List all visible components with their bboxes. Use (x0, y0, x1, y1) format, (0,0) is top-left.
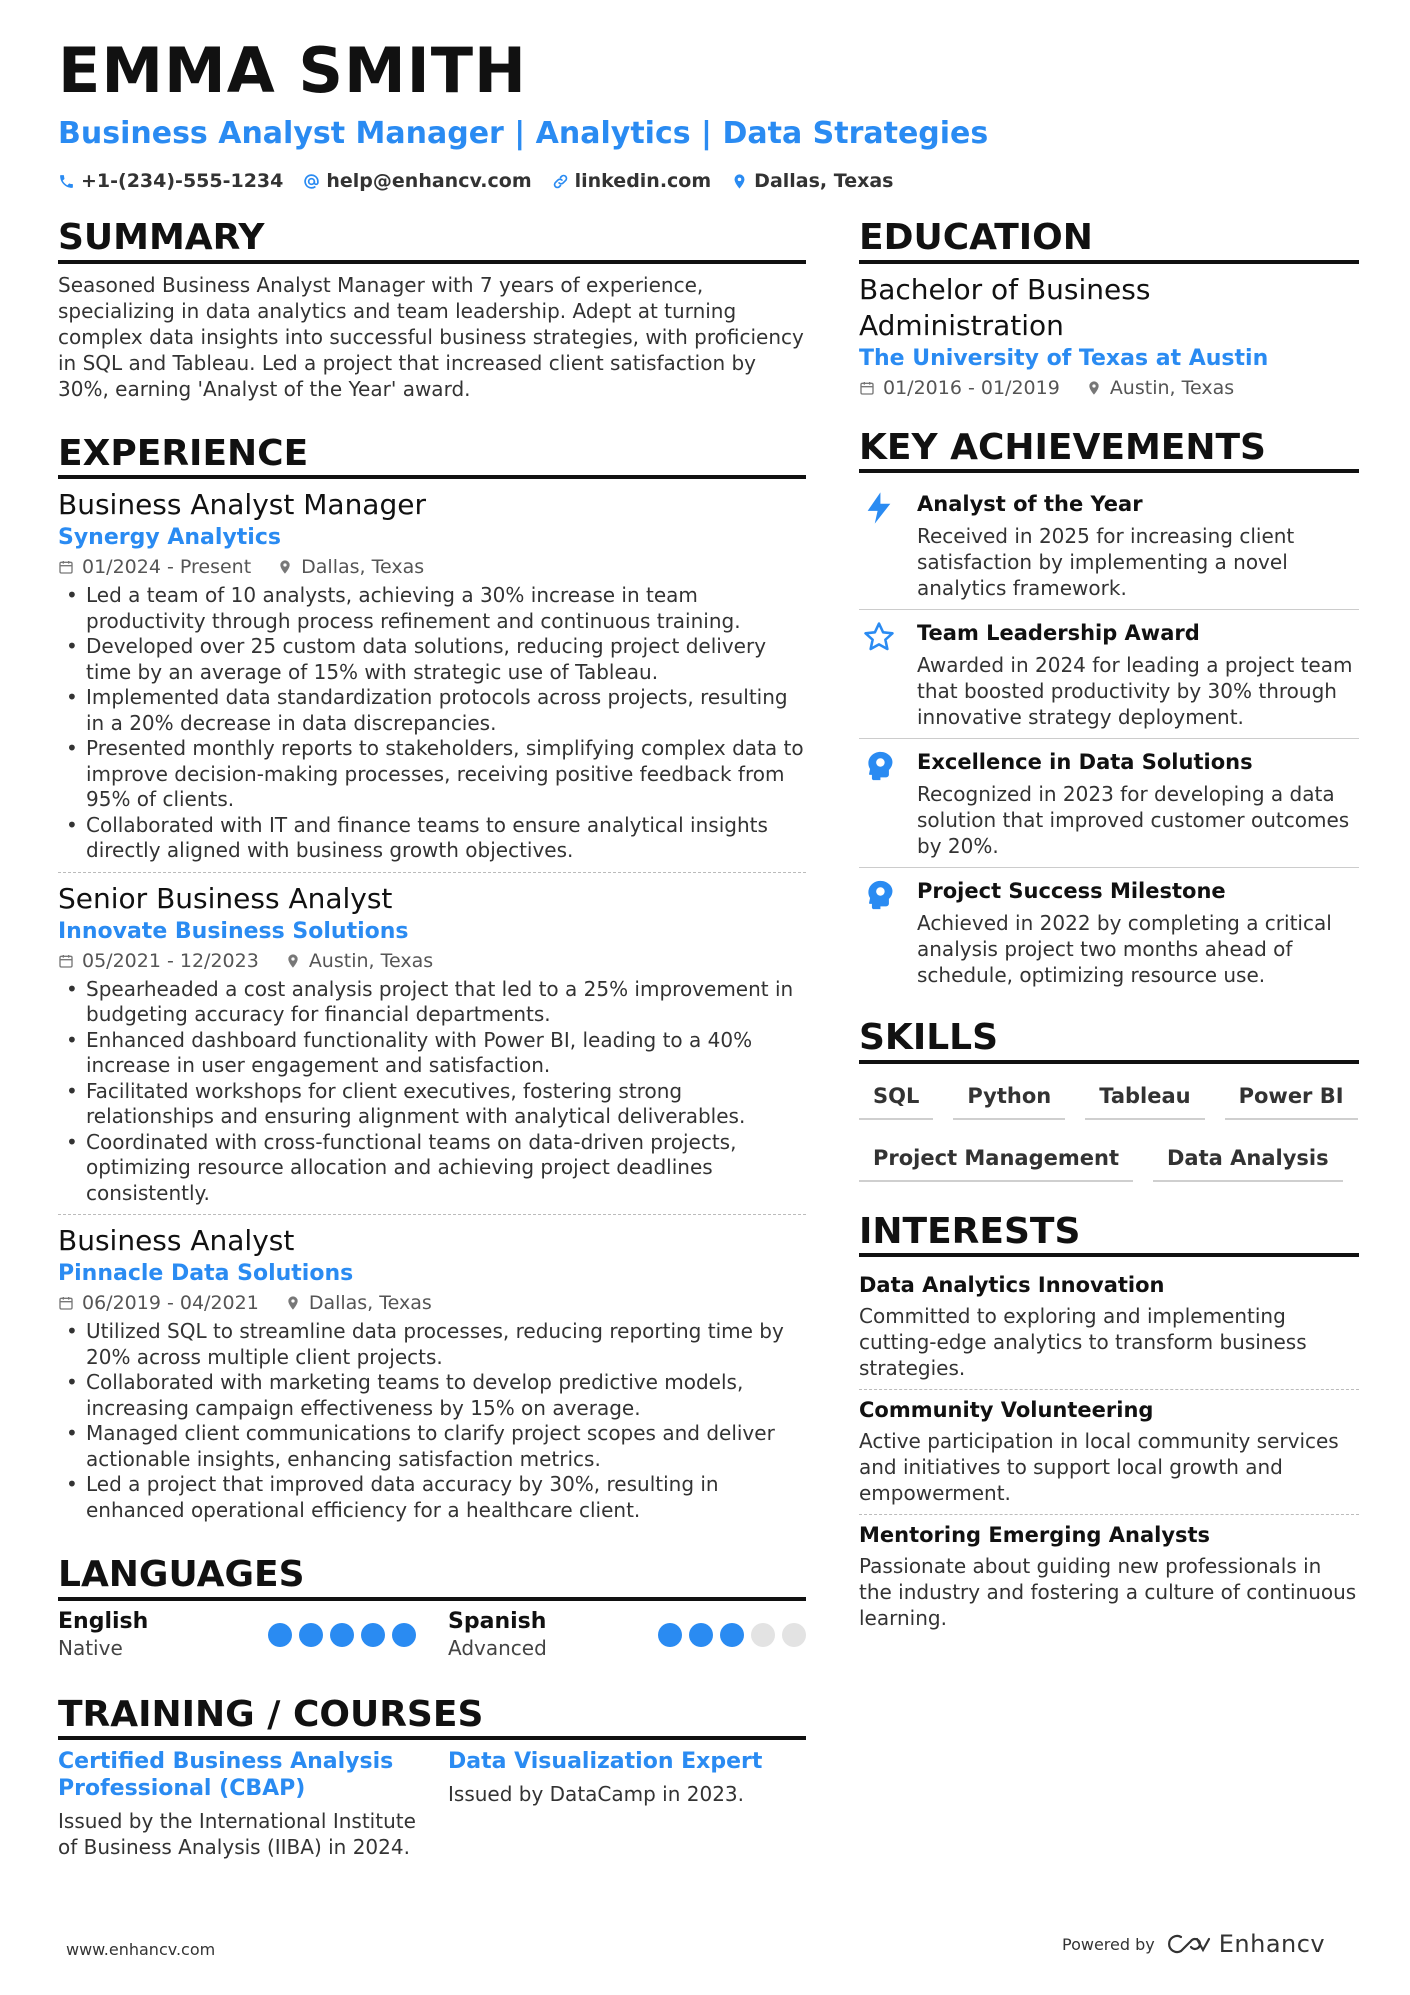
skill-tag: SQL (859, 1080, 933, 1120)
location-text: Dallas, Texas (754, 170, 894, 192)
interest-desc: Committed to exploring and implementing cutting-edge analytics to transform business strategies. (859, 1304, 1307, 1381)
rating-dot (330, 1623, 354, 1647)
job-location-text: Dallas, Texas (308, 1292, 432, 1315)
education-meta (859, 374, 1359, 402)
language-level: Native (58, 1635, 123, 1660)
job-title: Senior Business Analyst (58, 881, 393, 915)
location-pin-icon (1086, 380, 1102, 396)
calendar-icon (58, 1295, 74, 1311)
language-level: Advanced (448, 1635, 547, 1660)
job-location-text: Austin, Texas (308, 949, 434, 972)
education-heading: EDUCATION (859, 218, 1359, 264)
achievement-item (859, 481, 1359, 610)
job-dates (58, 947, 259, 975)
star-icon (859, 618, 899, 730)
interest-item (859, 1515, 1359, 1639)
interest-title: Community Volunteering (859, 1398, 1154, 1423)
education-location (1086, 374, 1234, 402)
job-location (277, 553, 424, 581)
job-entry (58, 881, 806, 1216)
achievement-item (859, 868, 1359, 996)
job-dates (58, 1289, 259, 1317)
achievement-item (859, 739, 1359, 868)
at-icon (303, 173, 320, 190)
language-item (58, 1609, 416, 1661)
interests-section (859, 1212, 1359, 1640)
company-name[interactable]: Synergy Analytics (58, 525, 281, 551)
course-title: Certified Business Analysis Professional (CBAP) (58, 1749, 394, 1802)
achievement-desc: Achieved in 2022 by completing a critical analysis project two months ahead of schedule, optimizing resource use. (917, 911, 1332, 988)
rating-dot (392, 1623, 416, 1647)
achievements-section (859, 428, 1359, 997)
language-info (58, 1609, 148, 1661)
calendar-icon (58, 559, 74, 575)
jobs-list (58, 487, 806, 1531)
job-dates (58, 553, 251, 581)
achievement-body (917, 876, 1359, 988)
achievement-title: Project Success Milestone (917, 879, 1226, 904)
education-dates (859, 374, 1060, 402)
enhancv-logo-icon (1167, 1933, 1213, 1955)
job-location (285, 1289, 432, 1317)
head-icon (859, 876, 899, 988)
job-bullets (58, 977, 806, 1207)
interest-item (859, 1390, 1359, 1515)
job-location-text: Dallas, Texas (301, 556, 425, 579)
languages-list (58, 1609, 806, 1661)
course-item (58, 1748, 416, 1860)
courses-list (58, 1748, 806, 1860)
footer-branding (1062, 1930, 1325, 1958)
job-meta (58, 553, 806, 581)
lightning-icon (859, 489, 899, 601)
course-desc: Issued by DataCamp in 2023. (448, 1782, 745, 1807)
summary-text: Seasoned Business Analyst Manager with 7 years of experience, specializing in data analytics and team leadership. Adept at turning complex data insights into successful business strategies, with proficiency in SQL and Tableau. Led a project that increased client satisfaction by 30%, earning 'Analyst of the Year' award. (58, 272, 804, 401)
phone-icon (58, 173, 75, 190)
interest-title: Data Analytics Innovation (859, 1273, 1165, 1298)
job-location (285, 947, 433, 975)
skill-tag: Tableau (1085, 1080, 1204, 1120)
achievement-title: Analyst of the Year (917, 492, 1143, 517)
powered-by-label: Powered by (1062, 1934, 1155, 1954)
bullet-item: • Facilitated workshops for client executives, fostering strong relationships and ensuring alignment with analytical deliverables. (58, 1079, 806, 1130)
job-dates-text: 01/2024 - Present (82, 556, 252, 579)
rating-dot (720, 1623, 744, 1647)
language-info (448, 1609, 547, 1661)
company-name[interactable]: Innovate Business Solutions (58, 918, 409, 944)
bullet-item: • Developed over 25 custom data solutions, reducing project delivery time by an average of 15% with strategic use of Tableau. (58, 634, 806, 685)
bullet-item: • Spearheaded a cost analysis project that led to a 25% improvement in budgeting accuracy for financial departments. (58, 977, 806, 1028)
location-pin-icon (285, 953, 301, 969)
enhancv-logo[interactable] (1167, 1930, 1325, 1958)
achievement-body (917, 747, 1359, 859)
link-icon (552, 173, 569, 190)
location-pin-icon (277, 559, 293, 575)
interests-list (859, 1265, 1359, 1639)
rating-dot (299, 1623, 323, 1647)
job-entry (58, 487, 806, 873)
email-text: help@enhancv.com (326, 170, 532, 192)
interest-desc: Passionate about guiding new professionals in the industry and fostering a culture of continuous learning. (859, 1554, 1357, 1631)
education-section (859, 218, 1359, 402)
rating-dot (658, 1623, 682, 1647)
achievement-body (917, 489, 1359, 601)
company-name[interactable]: Pinnacle Data Solutions (58, 1261, 354, 1287)
contact-location (731, 170, 893, 192)
right-column (859, 218, 1359, 1639)
skill-tag: Project Management (859, 1142, 1133, 1182)
languages-section (58, 1555, 806, 1661)
job-dates-text: 06/2019 - 04/2021 (82, 1292, 259, 1315)
rating-dot (689, 1623, 713, 1647)
training-section (58, 1695, 806, 1861)
rating-dot (751, 1623, 775, 1647)
bullet-item: • Coordinated with cross-functional teams on data-driven projects, optimizing resource allocation and achieving project deadlines consistently. (58, 1130, 806, 1207)
contact-email[interactable] (303, 170, 531, 192)
achievement-body (917, 618, 1359, 730)
bullet-item: • Collaborated with marketing teams to develop predictive models, increasing campaign effectiveness by 15% on average. (58, 1370, 806, 1421)
calendar-icon (859, 380, 875, 396)
bullet-item: • Implemented data standardization protocols across projects, resulting in a 20% decrease in data discrepancies. (58, 685, 806, 736)
job-entry (58, 1223, 806, 1531)
achievements-heading: KEY ACHIEVEMENTS (859, 428, 1359, 474)
head-icon (859, 747, 899, 859)
location-pin-icon (285, 1295, 301, 1311)
experience-heading: EXPERIENCE (58, 434, 806, 480)
job-meta (58, 947, 806, 975)
bullet-item: • Led a team of 10 analysts, achieving a 30% increase in team productivity through process refinement and continuous training. (58, 583, 806, 634)
achievement-desc: Awarded in 2024 for leading a project team that boosted productivity by 30% through innovative strategy deployment. (917, 653, 1353, 730)
achievement-desc: Recognized in 2023 for developing a data solution that improved customer outcomes by 20%. (917, 782, 1350, 859)
course-title: Data Visualization Expert (448, 1749, 763, 1775)
education-location-text: Austin, Texas (1109, 376, 1235, 399)
language-rating (658, 1623, 806, 1647)
job-bullets (58, 1319, 806, 1523)
language-rating (268, 1623, 416, 1647)
education-dates-text: 01/2016 - 01/2019 (883, 376, 1060, 399)
contact-linkedin[interactable] (552, 170, 712, 192)
job-dates-text: 05/2021 - 12/2023 (82, 949, 259, 972)
linkedin-text: linkedin.com (574, 170, 712, 192)
calendar-icon (58, 953, 74, 969)
bullet-item: • Collaborated with IT and finance teams to ensure analytical insights directly aligned with business growth objectives. (58, 813, 806, 864)
experience-section (58, 434, 806, 1532)
contact-phone[interactable] (58, 170, 283, 192)
languages-heading: LANGUAGES (58, 1555, 806, 1601)
course-desc: Issued by the International Institute of Business Analysis (IIBA) in 2024. (58, 1809, 416, 1860)
skill-tag: Power BI (1225, 1080, 1358, 1120)
summary-heading: SUMMARY (58, 218, 806, 264)
skills-list (859, 1072, 1359, 1182)
interest-title: Mentoring Emerging Analysts (859, 1523, 1211, 1548)
rating-dot (268, 1623, 292, 1647)
achievement-desc: Received in 2025 for increasing client satisfaction by implementing a novel analytics framework. (917, 524, 1295, 601)
contact-bar (58, 170, 893, 192)
summary-section (58, 218, 806, 402)
job-bullets (58, 583, 806, 864)
job-title: Business Analyst Manager (58, 488, 426, 522)
footer-website[interactable]: www.enhancv.com (66, 1940, 216, 1959)
training-heading: TRAINING / COURSES (58, 1695, 806, 1741)
school-name: The University of Texas at Austin (859, 345, 1269, 371)
language-name: English (58, 1608, 149, 1634)
language-name: Spanish (448, 1608, 547, 1634)
left-column (58, 218, 806, 1860)
interests-heading: INTERESTS (859, 1212, 1359, 1258)
bullet-item: • Presented monthly reports to stakeholders, simplifying complex data to improve decision-making processes, receiving positive feedback from 95% of clients. (58, 736, 806, 813)
bullet-item: • Enhanced dashboard functionality with Power BI, leading to a 40% increase in user engagement and satisfaction. (58, 1028, 806, 1079)
skills-heading: SKILLS (859, 1018, 1359, 1064)
language-item (448, 1609, 806, 1661)
interest-desc: Active participation in local community services and initiatives to support local growth and empowerment. (859, 1429, 1339, 1506)
achievement-title: Team Leadership Award (917, 621, 1200, 646)
course-item (448, 1748, 806, 1860)
location-pin-icon (731, 173, 748, 190)
interest-item (859, 1265, 1359, 1390)
skills-section (859, 1018, 1359, 1182)
brand-name: Enhancv (1218, 1930, 1326, 1958)
skill-tag: Data Analysis (1153, 1142, 1343, 1182)
job-meta (58, 1289, 806, 1317)
bullet-item: • Managed client communications to clarify project scopes and deliver actionable insights, enhancing satisfaction metrics. (58, 1421, 806, 1472)
rating-dot (361, 1623, 385, 1647)
candidate-name: EMMA SMITH (58, 34, 527, 107)
bullet-item: • Led a project that improved data accuracy by 30%, resulting in enhanced operational efficiency for a healthcare client. (58, 1472, 806, 1523)
degree-title: Bachelor of Business Administration (859, 272, 1151, 342)
skill-tag: Python (953, 1080, 1065, 1120)
phone-text: +1-(234)-555-1234 (81, 170, 284, 192)
achievements-list (859, 481, 1359, 996)
candidate-title: Business Analyst Manager | Analytics | Data Strategies (58, 116, 989, 151)
rating-dot (782, 1623, 806, 1647)
job-title: Business Analyst (58, 1224, 295, 1258)
achievement-title: Excellence in Data Solutions (917, 750, 1253, 775)
achievement-item (859, 610, 1359, 739)
bullet-item: • Utilized SQL to streamline data processes, reducing reporting time by 20% across multiple client projects. (58, 1319, 806, 1370)
